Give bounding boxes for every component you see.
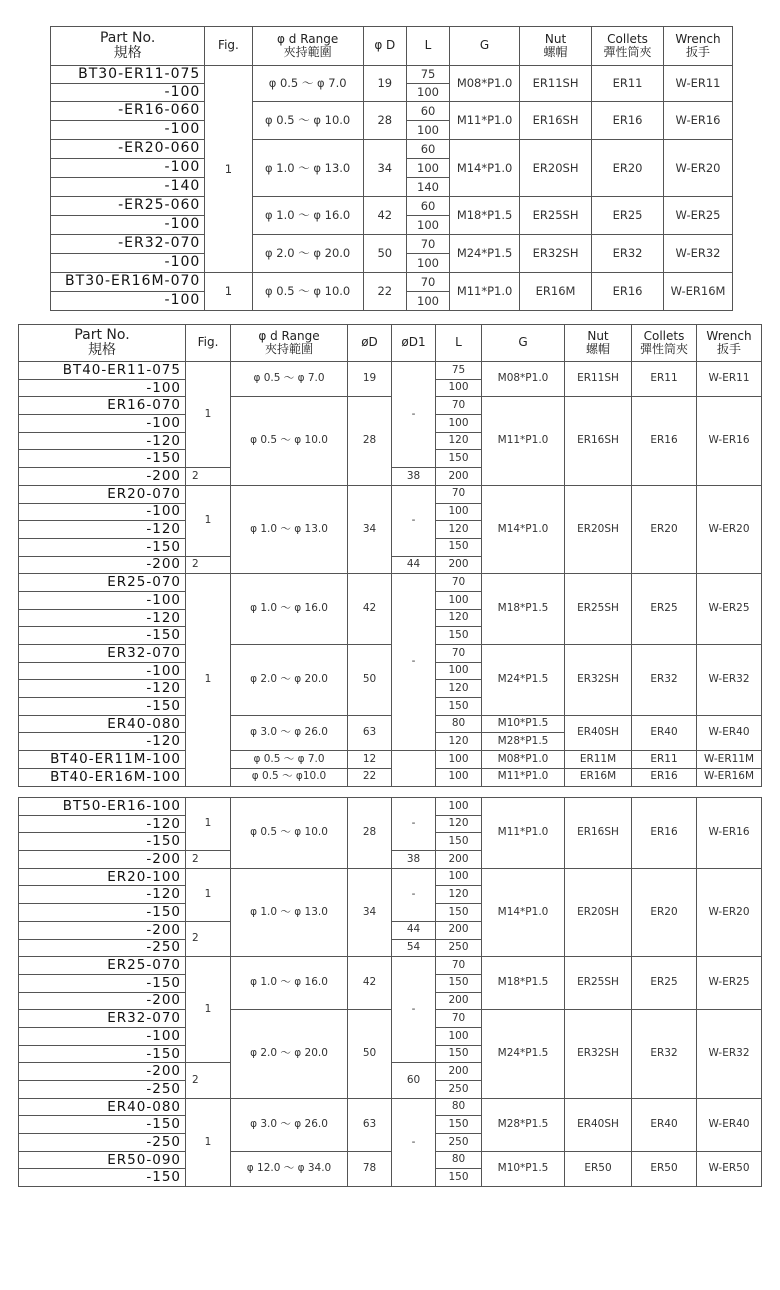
l-cell: 120 (436, 815, 482, 833)
col-l: L (406, 27, 449, 66)
col-wrench: Wrench 扳手 (664, 27, 733, 66)
d-cell: 63 (348, 1098, 392, 1151)
g-cell: M11*P1.0 (482, 397, 565, 485)
l-cell: 200 (436, 1063, 482, 1081)
wrench-cell: W-ER25 (697, 574, 762, 645)
d1-cell: - (392, 957, 436, 1063)
l-cell: 250 (436, 1134, 482, 1152)
wrench-cell: W-ER11 (697, 362, 762, 397)
g-cell: M24*P1.5 (482, 1010, 565, 1098)
l-cell: 100 (406, 121, 449, 140)
l-cell: 150 (436, 538, 482, 556)
collet-cell: ER16 (592, 273, 664, 311)
bt30-spec-table (50, 26, 733, 311)
fig-cell: 2 (186, 851, 231, 869)
bt40-body (19, 362, 762, 787)
l-cell: 70 (436, 574, 482, 592)
wrench-cell: W-ER50 (697, 1151, 762, 1186)
bt40-spec-table (18, 324, 762, 787)
g-cell: M11*P1.0 (450, 273, 520, 311)
l-cell: 100 (436, 662, 482, 680)
d1-cell: - (392, 798, 436, 851)
part-no: ER50-090 (19, 1151, 186, 1169)
wrench-cell: W-ER32 (697, 1010, 762, 1098)
range-cell: φ 12.0 ～ φ 34.0 (231, 1151, 348, 1186)
range-cell: φ 0.5 ～ φ 7.0 (231, 362, 348, 397)
l-cell: 150 (436, 450, 482, 468)
collet-cell: ER40 (632, 715, 697, 750)
part-no: -150 (19, 1045, 186, 1063)
part-no: -150 (19, 904, 186, 922)
d1-cell: - (392, 868, 436, 921)
part-no: -200 (19, 921, 186, 939)
l-cell: 70 (406, 273, 449, 292)
nut-cell: ER16SH (520, 102, 592, 140)
d-cell: 22 (363, 273, 406, 311)
range-cell: φ 0.5 ～ φ 7.0 (231, 751, 348, 769)
range-cell: φ 3.0 ～ φ 26.0 (231, 715, 348, 750)
wrench-cell: W-ER11M (697, 751, 762, 769)
collet-cell: ER20 (632, 485, 697, 573)
range-cell: φ 2.0 ～ φ 20.0 (231, 645, 348, 716)
d-cell: 12 (348, 751, 392, 769)
col-nut: Nut 螺帽 (565, 325, 632, 362)
l-cell: 100 (406, 84, 449, 102)
range-cell: φ 1.0 ～ φ 13.0 (231, 485, 348, 573)
part-no: -120 (19, 432, 186, 450)
fig-cell: 1 (205, 273, 252, 311)
part-no: ER40-080 (19, 715, 186, 733)
d1-cell: 38 (392, 468, 436, 486)
g-cell: M10*P1.5 (482, 715, 565, 733)
d-cell: 78 (348, 1151, 392, 1186)
wrench-cell: W-ER16M (697, 768, 762, 786)
wrench-cell: W-ER40 (697, 1098, 762, 1151)
fig-cell: 2 (186, 921, 231, 956)
part-no: -120 (19, 521, 186, 539)
d-cell: 19 (348, 362, 392, 397)
g-cell: M08*P1.0 (482, 751, 565, 769)
part-no: -100 (19, 379, 186, 397)
col-collet: Collets 彈性筒夾 (592, 27, 664, 66)
col-part-no: Part No. 規格 (51, 27, 205, 66)
part-no: ER32-070 (19, 1010, 186, 1028)
range-cell: φ 0.5 ～ φ10.0 (231, 768, 348, 786)
l-cell: 70 (406, 235, 449, 254)
d1-cell: 38 (392, 851, 436, 869)
wrench-cell: W-ER20 (697, 485, 762, 573)
d1-cell: 60 (392, 1063, 436, 1098)
collet-cell: ER25 (592, 197, 664, 235)
fig-cell: 1 (186, 868, 231, 921)
l-cell: 60 (406, 197, 449, 216)
part-no: -200 (19, 851, 186, 869)
g-cell: M08*P1.0 (450, 66, 520, 102)
part-no: -100 (19, 591, 186, 609)
d-cell: 28 (363, 102, 406, 140)
nut-cell: ER11SH (520, 66, 592, 102)
bt50-body (19, 798, 762, 1187)
g-cell: M11*P1.0 (450, 102, 520, 140)
g-cell: M14*P1.0 (450, 140, 520, 197)
wrench-cell: W-ER25 (697, 957, 762, 1010)
col-range: φ d Range 夾持範圍 (252, 27, 363, 66)
collet-cell: ER32 (592, 235, 664, 273)
part-no: BT50-ER16-100 (19, 798, 186, 816)
d1-cell: 44 (392, 921, 436, 939)
nut-cell: ER16SH (565, 798, 632, 869)
col-l: L (436, 325, 482, 362)
part-no: -100 (51, 159, 205, 178)
part-no: -200 (19, 556, 186, 574)
part-no: -100 (19, 503, 186, 521)
part-no: -250 (19, 939, 186, 957)
g-cell: M10*P1.5 (482, 1151, 565, 1186)
wrench-cell: W-ER20 (664, 140, 733, 197)
fig-cell: 1 (186, 957, 231, 1063)
wrench-cell: W-ER20 (697, 868, 762, 956)
l-cell: 120 (436, 680, 482, 698)
l-cell: 150 (436, 904, 482, 922)
l-cell: 70 (436, 485, 482, 503)
part-no: ER16-070 (19, 397, 186, 415)
d-cell: 22 (348, 768, 392, 786)
g-cell: M14*P1.0 (482, 485, 565, 573)
collet-cell: ER16 (592, 102, 664, 140)
part-no: -150 (19, 698, 186, 716)
d-cell: 50 (363, 235, 406, 273)
part-no: -120 (19, 815, 186, 833)
l-cell: 100 (436, 868, 482, 886)
d-cell: 63 (348, 715, 392, 750)
fig-cell: 1 (186, 798, 231, 851)
l-cell: 100 (436, 415, 482, 433)
wrench-cell: W-ER11 (664, 66, 733, 102)
collet-cell: ER16 (632, 397, 697, 485)
col-fig: Fig. (186, 325, 231, 362)
l-cell: 70 (436, 645, 482, 663)
part-no: -100 (51, 121, 205, 140)
col-part-no: Part No. 規格 (19, 325, 186, 362)
d-cell: 34 (348, 485, 392, 573)
col-fig: Fig. (205, 27, 252, 66)
part-no: -100 (51, 292, 205, 311)
d1-cell: 44 (392, 556, 436, 574)
l-cell: 150 (436, 1169, 482, 1187)
wrench-cell: W-ER16 (697, 397, 762, 485)
nut-cell: ER25SH (565, 957, 632, 1010)
nut-cell: ER16SH (565, 397, 632, 485)
part-no: -120 (19, 886, 186, 904)
wrench-cell: W-ER32 (697, 645, 762, 716)
l-cell: 70 (436, 1010, 482, 1028)
nut-cell: ER11SH (565, 362, 632, 397)
wrench-cell: W-ER16 (664, 102, 733, 140)
l-cell: 200 (436, 992, 482, 1010)
range-cell: φ 0.5 ～ φ 10.0 (231, 397, 348, 485)
range-cell: φ 1.0 ～ φ 16.0 (231, 574, 348, 645)
part-no: -140 (51, 178, 205, 197)
part-no: -100 (19, 662, 186, 680)
nut-cell: ER32SH (565, 645, 632, 716)
range-cell: φ 0.5 ～ φ 10.0 (252, 102, 363, 140)
l-cell: 120 (436, 609, 482, 627)
l-cell: 60 (406, 102, 449, 121)
fig-cell: 1 (186, 362, 231, 468)
collet-cell: ER11 (632, 362, 697, 397)
part-no: -150 (19, 450, 186, 468)
nut-cell: ER25SH (565, 574, 632, 645)
col-range: φ d Range 夾持範圍 (231, 325, 348, 362)
range-cell: φ 2.0 ～ φ 20.0 (252, 235, 363, 273)
col-collet: Collets 彈性筒夾 (632, 325, 697, 362)
collet-cell: ER11 (632, 751, 697, 769)
l-cell: 140 (406, 178, 449, 197)
part-no: -100 (51, 84, 205, 102)
col-d1: øD1 (392, 325, 436, 362)
l-cell: 100 (436, 503, 482, 521)
d1-cell: - (392, 362, 436, 468)
nut-cell: ER40SH (565, 1098, 632, 1151)
range-cell: φ 1.0 ～ φ 16.0 (231, 957, 348, 1010)
l-cell: 200 (436, 556, 482, 574)
collet-cell: ER25 (632, 957, 697, 1010)
l-cell: 150 (436, 698, 482, 716)
collet-cell: ER25 (632, 574, 697, 645)
part-no: -200 (19, 1063, 186, 1081)
collet-cell: ER16 (632, 768, 697, 786)
collet-cell: ER32 (632, 1010, 697, 1098)
l-cell: 75 (436, 362, 482, 380)
g-cell: M18*P1.5 (450, 197, 520, 235)
nut-cell: ER20SH (565, 485, 632, 573)
part-no: -100 (19, 415, 186, 433)
l-cell: 100 (406, 159, 449, 178)
g-cell: M24*P1.5 (450, 235, 520, 273)
part-no: -ER25-060 (51, 197, 205, 216)
range-cell: φ 1.0 ～ φ 13.0 (252, 140, 363, 197)
wrench-cell: W-ER40 (697, 715, 762, 750)
d1-cell (392, 751, 436, 786)
part-no: -150 (19, 538, 186, 556)
part-no: ER40-080 (19, 1098, 186, 1116)
part-no: -120 (19, 680, 186, 698)
part-no: -200 (19, 468, 186, 486)
l-cell: 70 (436, 397, 482, 415)
l-cell: 150 (436, 1116, 482, 1134)
l-cell: 250 (436, 939, 482, 957)
part-no: BT40-ER16M-100 (19, 768, 186, 786)
col-d: φ D (363, 27, 406, 66)
part-no: -250 (19, 1081, 186, 1099)
l-cell: 100 (406, 216, 449, 235)
range-cell: φ 3.0 ～ φ 26.0 (231, 1098, 348, 1151)
l-cell: 100 (436, 1027, 482, 1045)
part-no: ER20-070 (19, 485, 186, 503)
nut-cell: ER50 (565, 1151, 632, 1186)
l-cell: 100 (436, 591, 482, 609)
fig-cell: 1 (186, 485, 231, 556)
fig-cell: 1 (186, 1098, 231, 1186)
d-cell: 28 (348, 397, 392, 485)
fig-cell: 2 (186, 1063, 231, 1098)
wrench-cell: W-ER16 (697, 798, 762, 869)
nut-cell: ER20SH (520, 140, 592, 197)
nut-cell: ER20SH (565, 868, 632, 956)
bt30-body (51, 66, 733, 311)
d-cell: 42 (348, 957, 392, 1010)
g-cell: M11*P1.0 (482, 768, 565, 786)
g-cell: M24*P1.5 (482, 645, 565, 716)
d-cell: 34 (348, 868, 392, 956)
l-cell: 120 (436, 521, 482, 539)
l-cell: 100 (406, 254, 449, 273)
d-cell: 28 (348, 798, 392, 869)
part-no: -150 (19, 974, 186, 992)
part-no: BT30-ER16M-070 (51, 273, 205, 292)
l-cell: 100 (436, 768, 482, 786)
part-no: -ER16-060 (51, 102, 205, 121)
bt50-spec-table (18, 797, 762, 1187)
l-cell: 120 (436, 432, 482, 450)
g-cell: M14*P1.0 (482, 868, 565, 956)
col-g: G (450, 27, 520, 66)
g-cell: M18*P1.5 (482, 574, 565, 645)
part-no: ER25-070 (19, 957, 186, 975)
part-no: -ER32-070 (51, 235, 205, 254)
d1-cell: - (392, 574, 436, 751)
d1-cell: - (392, 485, 436, 556)
l-cell: 150 (436, 627, 482, 645)
col-nut: Nut 螺帽 (520, 27, 592, 66)
part-no: -250 (19, 1134, 186, 1152)
g-cell: M28*P1.5 (482, 1098, 565, 1151)
nut-cell: ER25SH (520, 197, 592, 235)
part-no: -ER20-060 (51, 140, 205, 159)
wrench-cell: W-ER25 (664, 197, 733, 235)
l-cell: 200 (436, 921, 482, 939)
d-cell: 42 (348, 574, 392, 645)
l-cell: 250 (436, 1081, 482, 1099)
part-no: -100 (51, 254, 205, 273)
range-cell: φ 1.0 ～ φ 13.0 (231, 868, 348, 956)
g-cell: M11*P1.0 (482, 798, 565, 869)
wrench-cell: W-ER32 (664, 235, 733, 273)
part-no: -150 (19, 1169, 186, 1187)
fig-cell: 1 (205, 66, 252, 273)
part-no: -150 (19, 627, 186, 645)
nut-cell: ER16M (520, 273, 592, 311)
part-no: -120 (19, 609, 186, 627)
collet-cell: ER16 (632, 798, 697, 869)
l-cell: 100 (436, 379, 482, 397)
part-no: BT40-ER11-075 (19, 362, 186, 380)
d1-cell: - (392, 1098, 436, 1186)
l-cell: 100 (406, 292, 449, 311)
col-wrench: Wrench 扳手 (697, 325, 762, 362)
l-cell: 75 (406, 66, 449, 84)
range-cell: φ 0.5 ～ φ 7.0 (252, 66, 363, 102)
l-cell: 150 (436, 833, 482, 851)
part-no: ER20-100 (19, 868, 186, 886)
part-no: BT40-ER11M-100 (19, 751, 186, 769)
fig-cell: 2 (186, 556, 231, 574)
nut-cell: ER40SH (565, 715, 632, 750)
range-cell: φ 0.5 ～ φ 10.0 (231, 798, 348, 869)
d-cell: 42 (363, 197, 406, 235)
part-no: -100 (19, 1027, 186, 1045)
collet-cell: ER11 (592, 66, 664, 102)
range-cell: φ 1.0 ～ φ 16.0 (252, 197, 363, 235)
range-cell: φ 0.5 ～ φ 10.0 (252, 273, 363, 311)
collet-cell: ER40 (632, 1098, 697, 1151)
col-g: G (482, 325, 565, 362)
l-cell: 80 (436, 1098, 482, 1116)
collet-cell: ER50 (632, 1151, 697, 1186)
l-cell: 200 (436, 851, 482, 869)
nut-cell: ER11M (565, 751, 632, 769)
d-cell: 50 (348, 1010, 392, 1098)
part-no: -150 (19, 833, 186, 851)
l-cell: 100 (436, 751, 482, 769)
l-cell: 60 (406, 140, 449, 159)
l-cell: 80 (436, 1151, 482, 1169)
l-cell: 70 (436, 957, 482, 975)
d-cell: 34 (363, 140, 406, 197)
d1-cell: 54 (392, 939, 436, 957)
l-cell: 150 (436, 974, 482, 992)
collet-cell: ER20 (632, 868, 697, 956)
collet-cell: ER20 (592, 140, 664, 197)
col-d: øD (348, 325, 392, 362)
nut-cell: ER16M (565, 768, 632, 786)
collet-cell: ER32 (632, 645, 697, 716)
d-cell: 50 (348, 645, 392, 716)
nut-cell: ER32SH (565, 1010, 632, 1098)
g-cell: M28*P1.5 (482, 733, 565, 751)
part-no: -120 (19, 733, 186, 751)
part-no: ER25-070 (19, 574, 186, 592)
d-cell: 19 (363, 66, 406, 102)
fig-cell: 1 (186, 574, 231, 786)
part-no: ER32-070 (19, 645, 186, 663)
l-cell: 120 (436, 733, 482, 751)
part-no: -200 (19, 992, 186, 1010)
part-no: -100 (51, 216, 205, 235)
wrench-cell: W-ER16M (664, 273, 733, 311)
nut-cell: ER32SH (520, 235, 592, 273)
l-cell: 200 (436, 468, 482, 486)
fig-cell: 2 (186, 468, 231, 486)
part-no: BT30-ER11-075 (51, 66, 205, 84)
l-cell: 120 (436, 886, 482, 904)
g-cell: M18*P1.5 (482, 957, 565, 1010)
part-no: -150 (19, 1116, 186, 1134)
range-cell: φ 2.0 ～ φ 20.0 (231, 1010, 348, 1098)
l-cell: 150 (436, 1045, 482, 1063)
l-cell: 80 (436, 715, 482, 733)
l-cell: 100 (436, 798, 482, 816)
g-cell: M08*P1.0 (482, 362, 565, 397)
